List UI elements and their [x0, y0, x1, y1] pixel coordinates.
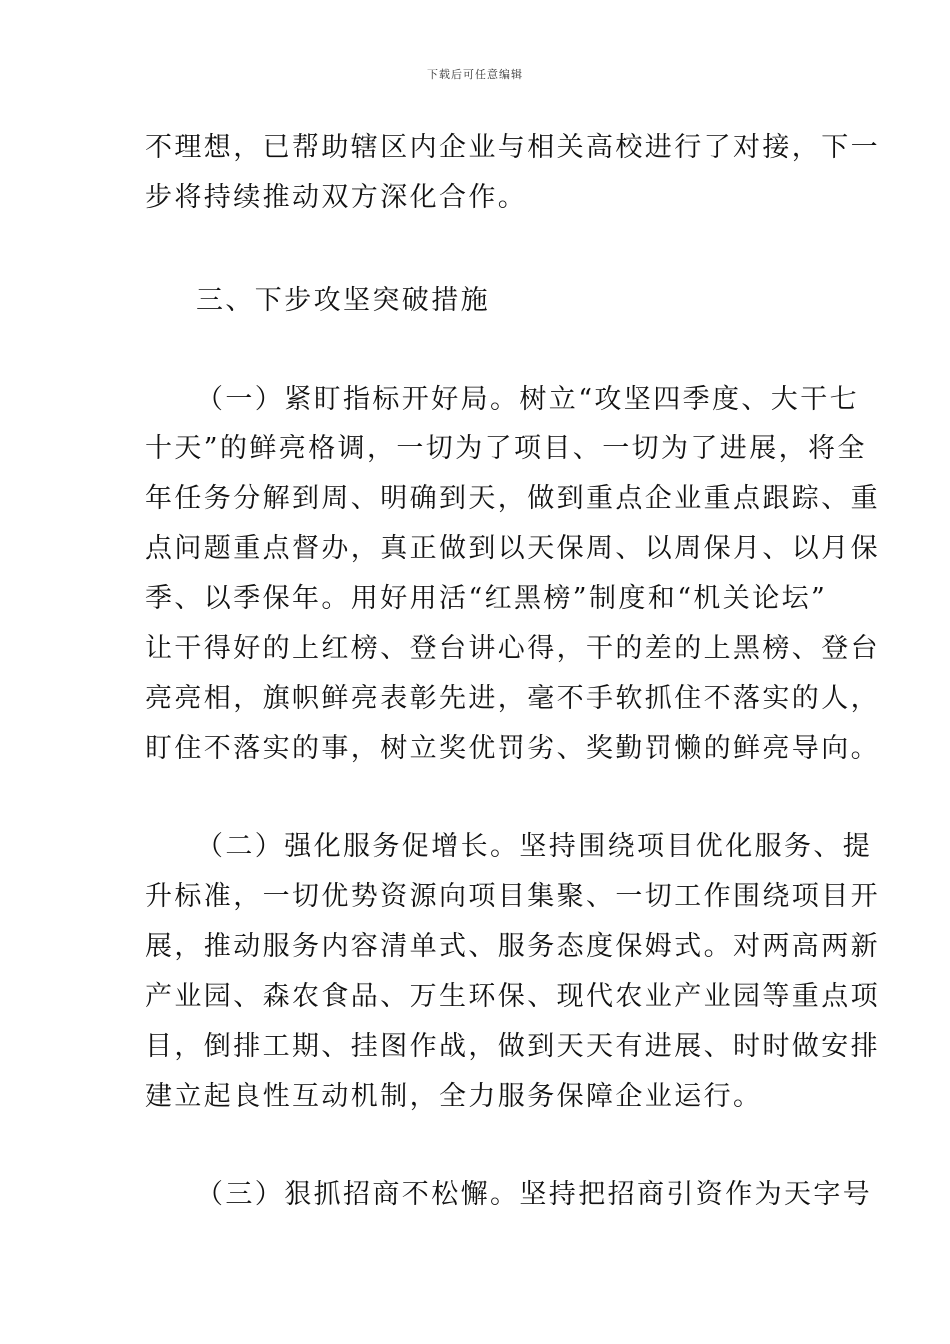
text-line: 年任务分解到周、明确到天，做到重点企业重点跟踪、重 [145, 483, 880, 514]
text-line: 升标准，一切优势资源向项目集聚、一切工作围绕项目开 [145, 881, 880, 912]
paragraph-first-line: （二）强化服务促增长。坚持围绕项目优化服务、提 [196, 831, 873, 862]
text-line: 让干得好的上红榜、登台讲心得，干的差的上黑榜、登台 [145, 633, 880, 664]
text-line: 十天”的鲜亮格调，一切为了项目、一切为了进展，将全 [145, 433, 867, 464]
section-heading: 三、下步攻坚突破措施 [196, 285, 490, 316]
text-line: 盯住不落实的事，树立奖优罚劣、奖勤罚懒的鲜亮导向。 [145, 733, 880, 764]
text-line: 目，倒排工期、挂图作战，做到天天有进展、时时做安排 [145, 1031, 880, 1062]
text-line: 不理想，已帮助辖区内企业与相关高校进行了对接，下一 [145, 132, 880, 163]
page-header: 下载后可任意编辑 [427, 68, 523, 81]
paragraph-first-line: （三）狠抓招商不松懈。坚持把招商引资作为天字号 [196, 1179, 873, 1210]
paragraph-first-line: （一）紧盯指标开好局。树立“攻坚四季度、大干七 [196, 384, 860, 415]
text-line: 产业园、森农食品、万生环保、现代农业产业园等重点项 [145, 981, 880, 1012]
text-line: 季、以季保年。用好用活“红黑榜”制度和“机关论坛” [145, 583, 828, 614]
text-line: 亮亮相，旗帜鲜亮表彰先进，毫不手软抓住不落实的人， [145, 683, 880, 714]
text-line: 建立起良性互动机制，全力服务保障企业运行。 [145, 1081, 763, 1112]
text-line: 步将持续推动双方深化合作。 [145, 182, 528, 213]
text-line: 点问题重点督办，真正做到以天保周、以周保月、以月保 [145, 533, 880, 564]
text-line: 展，推动服务内容清单式、服务态度保姆式。对两高两新 [145, 931, 880, 962]
